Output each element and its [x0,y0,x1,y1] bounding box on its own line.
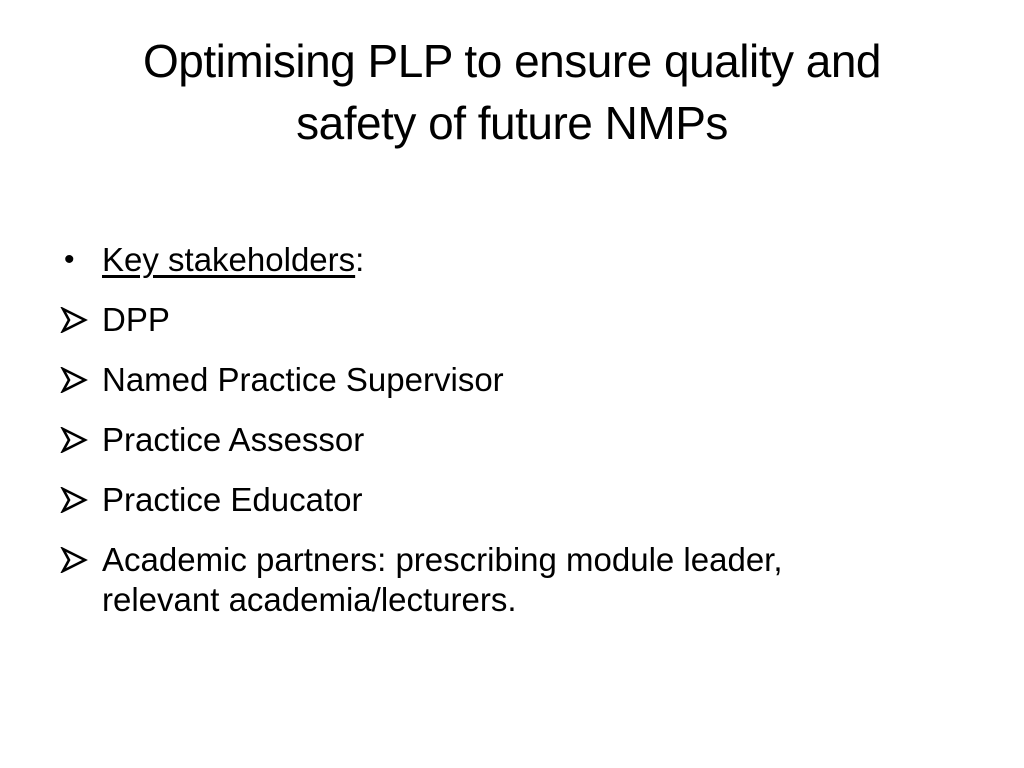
arrow-bullet-icon [60,300,102,340]
list-item-text [102,540,980,620]
list-item-line-1: Academic partners: prescribing module leader, [102,541,783,578]
list-item-text: Practice Educator [102,481,363,518]
slide-title [60,30,964,154]
list-item-line-2: relevant academia/lecturers. [102,581,517,618]
list-item [60,420,980,460]
round-bullet-icon: • [64,243,75,276]
list-item [60,360,980,400]
list-item [60,480,980,520]
arrow-bullet-icon [60,540,102,580]
list-item [60,300,980,340]
heading-suffix: : [355,241,365,278]
arrow-bullet-icon [60,360,102,400]
list-item-text: Practice Assessor [102,421,365,458]
title-line-2: safety of future NMPs [296,97,728,149]
list-item-text: Named Practice Supervisor [102,361,504,398]
arrow-bullet-icon [60,420,102,460]
list-item [60,540,980,620]
list-item-text: DPP [102,301,170,338]
arrow-bullet-icon [60,480,102,520]
bullet-heading [60,240,980,280]
heading-label: Key stakeholders [102,241,356,278]
slide-body [60,240,980,640]
title-line-1: Optimising PLP to ensure quality and [142,35,882,87]
